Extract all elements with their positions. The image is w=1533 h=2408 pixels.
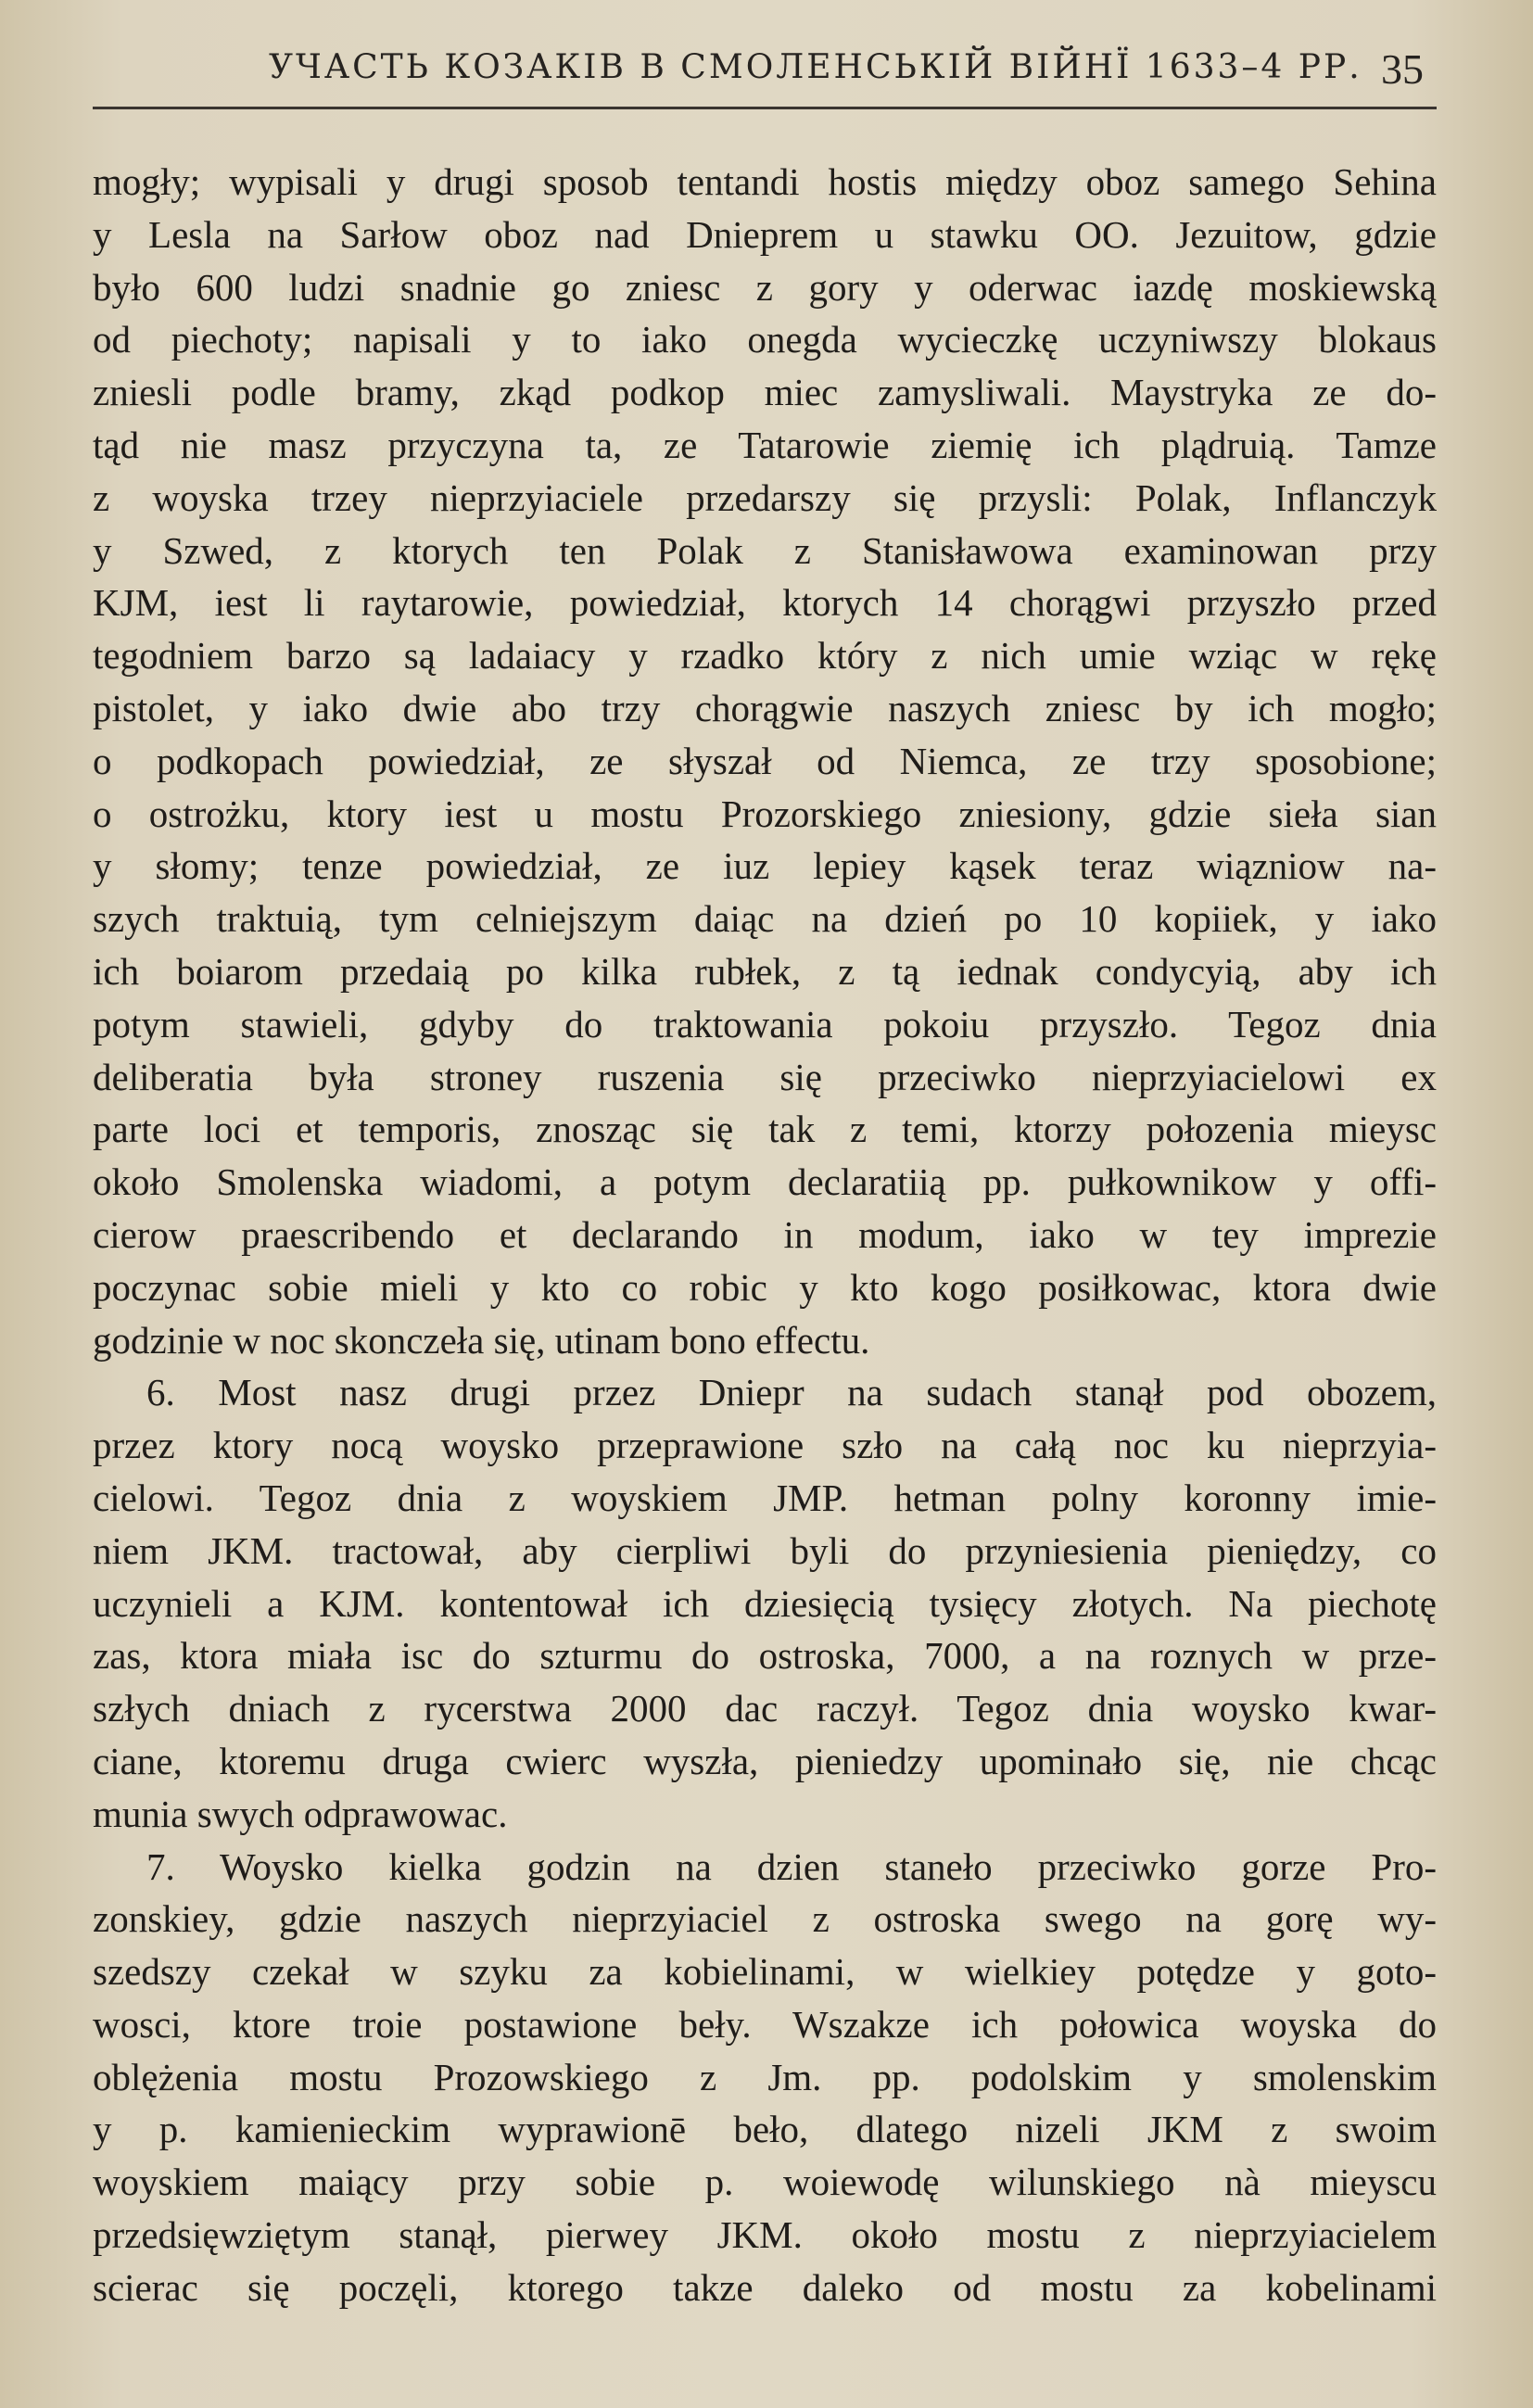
text-line: przez ktory nocą woysko przeprawione szło na całą noc ku nieprzyia- — [93, 1424, 1437, 1467]
text-line: niem JKM. tractował, aby cierpliwi byli do przyniesienia pieniędzy, co — [93, 1528, 1437, 1572]
text-line: zas, ktora miała isc do szturmu do ostroska, 7000, a na roznych w prze- — [93, 1634, 1437, 1678]
page-number: 35 — [1381, 45, 1424, 93]
running-head: УЧАСТЬ КОЗАКІВ В СМОЛЕНСЬКІЙ ВІЙНЇ 1633–4 РР. — [269, 48, 1362, 86]
text-line: było 600 ludzi snadnie go zniesc z gory y oderwac iazdę moskiewską — [93, 265, 1437, 309]
paragraph-7-first-line: 7. Woysko kielka godzin na dzien staneło przeciwko gorze Pro- — [146, 1844, 1437, 1888]
text-line: y p. kamienieckim wyprawionē beło, dlatego nizeli JKM z swoim — [93, 2108, 1437, 2151]
text-line: oblężenia mostu Prozowskiego z Jm. pp. podolskim y smolenskim — [93, 2055, 1437, 2098]
text-line: tąd nie masz przyczyna ta, ze Tatarowie ziemię ich plądruią. Tamze — [93, 423, 1437, 466]
text-line: cierow praescribendo et declarando in modum, iako w tey imprezie — [93, 1212, 1437, 1256]
text-line: szych traktuią, tym celniejszym daiąc na dzień po 10 kopiiek, y iako — [93, 897, 1437, 941]
body-text — [93, 156, 1437, 2314]
paragraph-last-line: godzinie w noc skonczeła się, utinam bono effectu. — [93, 1318, 870, 1362]
header-rule — [93, 107, 1437, 109]
text-line: mogły; wypisali y drugi sposob tentandi hostis między oboz samego Sehina — [93, 160, 1437, 203]
text-line: ciane, ktoremu druga cwierc wyszła, pieniedzy upominało się, nie chcąc — [93, 1739, 1437, 1782]
text-line: parte loci et temporis, znosząc się tak z temi, ktorzy połozenia mieysc — [93, 1108, 1437, 1151]
paragraph-last-line: munia swych odprawowac. — [93, 1792, 508, 1835]
text-line: y słomy; tenze powiedział, ze iuz lepiey kąsek teraz wiązniow na- — [93, 844, 1437, 888]
text-line: y Szwed, z ktorych ten Polak z Stanisławowa examinowan przy — [93, 528, 1437, 572]
text-line: cielowi. Tegoz dnia z woyskiem JMP. hetman polny koronny imie- — [93, 1476, 1437, 1519]
text-line: y Lesla na Sarłow oboz nad Dnieprem u stawku OO. Jezuitow, gdzie — [93, 212, 1437, 256]
text-line: zonskiey, gdzie naszych nieprzyiaciel z ostroska swego na gorę wy- — [93, 1897, 1437, 1941]
text-line: szłych dniach z rycerstwa 2000 dac raczył. Tegoz dnia woysko kwar- — [93, 1687, 1437, 1730]
text-line: szedszy czekał w szyku za kobielinami, w wielkiey potędze y goto- — [93, 1950, 1437, 1994]
paragraph-6-first-line: 6. Most nasz drugi przez Dniepr na sudach stanął pod obozem, — [146, 1371, 1437, 1414]
text-line: poczynac sobie mieli y kto co robic y kto kogo posiłkowac, ktora dwie — [93, 1265, 1437, 1309]
text-line: o ostrożku, ktory iest u mostu Prozorskiego zniesiony, gdzie sieła sian — [93, 792, 1437, 835]
text-line: wosci, ktore troie postawione beły. Wszakze ich połowica woyska do — [93, 2002, 1437, 2046]
text-line: uczynieli a KJM. kontentował ich dziesięcią tysięcy złotych. Na piechotę — [93, 1581, 1437, 1625]
text-line: deliberatia była stroney ruszenia się przeciwko nieprzyiacielowi ex — [93, 1055, 1437, 1098]
text-line: od piechoty; napisali y to iako onegda wycieczkę uczyniwszy blokaus — [93, 318, 1437, 361]
text-line: około Smolenska wiadomi, a potym declaratiią pp. pułkownikow y offi- — [93, 1160, 1437, 1204]
text-line: pistolet, y iako dwie abo trzy chorągwie naszych zniesc by ich mogło; — [93, 686, 1437, 729]
text-line: KJM, iest li raytarowie, powiedział, ktorych 14 chorągwi przyszło przed — [93, 581, 1437, 625]
text-line: scierac się poczęli, ktorego takze daleko od mostu za kobelinami — [93, 2265, 1437, 2309]
text-line: potym stawieli, gdyby do traktowania pokoiu przyszło. Tegoz dnia — [93, 1002, 1437, 1046]
text-line: tegodniem barzo są ladaiacy y rzadko który z nich umie wziąc w rękę — [93, 634, 1437, 678]
text-line: o podkopach powiedział, ze słyszał od Niemca, ze trzy sposobione; — [93, 739, 1437, 782]
text-line: przedsięwziętym stanął, pierwey JKM. około mostu z nieprzyiacielem — [93, 2213, 1437, 2257]
text-line: zniesli podle bramy, zkąd podkop miec zamysliwali. Maystryka ze do- — [93, 371, 1437, 414]
text-line: ich boiarom przedaią po kilka rubłek, z tą iednak condycyią, aby ich — [93, 949, 1437, 993]
text-line: z woyska trzey nieprzyiaciele przedarszy się przysli: Polak, Inflanczyk — [93, 475, 1437, 519]
text-line: woyskiem maiący przy sobie p. woiewodę wilunskiego nà mieyscu — [93, 2161, 1437, 2204]
